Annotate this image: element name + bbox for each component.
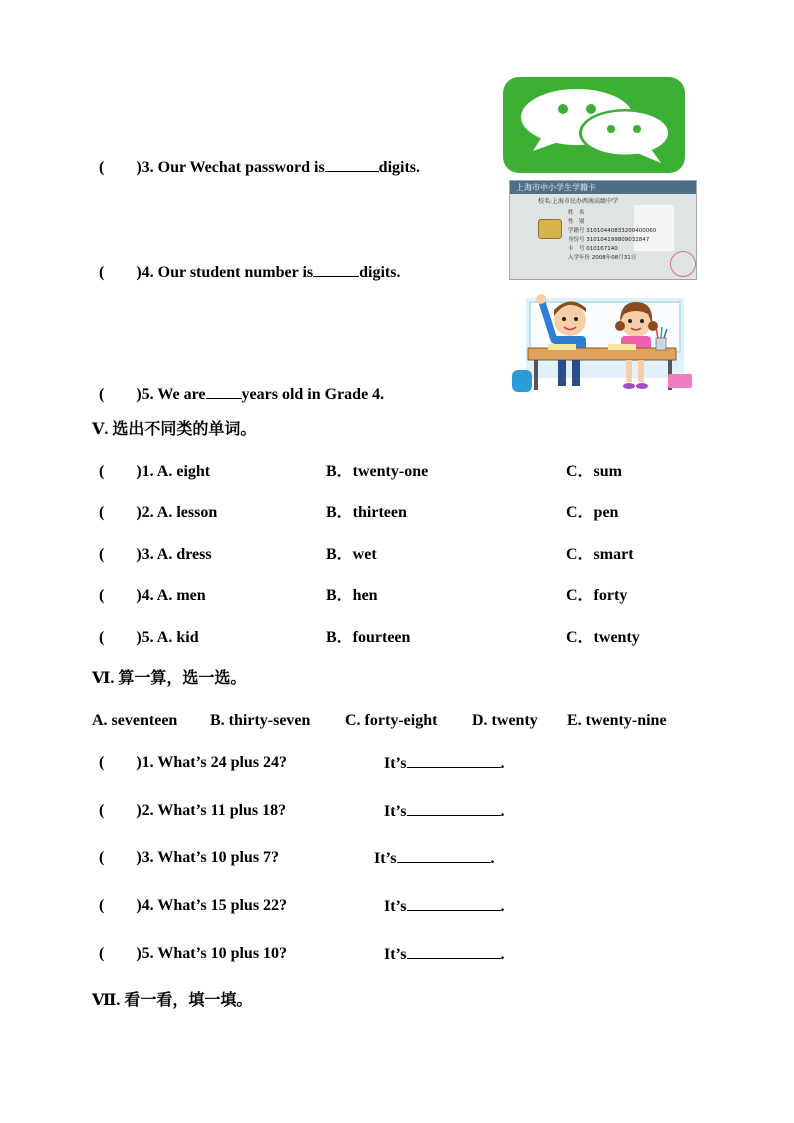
answer-parentheses[interactable]: ( )	[99, 802, 142, 819]
section-5-heading: Ⅴ. 选出不同类的单词。	[92, 421, 257, 438]
answer-line: It’s .	[384, 803, 505, 820]
list-item	[99, 801, 286, 821]
section-7-heading: Ⅶ. 看一看，填一填。	[92, 992, 253, 1009]
answer-line: It’s .	[384, 946, 505, 963]
answer-line: It’s .	[384, 898, 505, 915]
option-a: 3. A. dress	[141, 546, 212, 563]
wechat-logo-icon	[503, 77, 685, 173]
table-row	[99, 503, 217, 523]
answer-parentheses[interactable]: ( )	[99, 463, 142, 480]
list-item	[99, 848, 279, 868]
answer-parentheses[interactable]: ( )	[99, 546, 142, 563]
answer-option: C. forty-eight	[345, 712, 438, 729]
option-a: 4. A. men	[141, 587, 206, 604]
option-b: B．thirteen	[326, 504, 407, 521]
answer-line: It’s .	[384, 755, 505, 772]
fill-blank[interactable]	[325, 157, 379, 172]
question-text: 3. What’s 10 plus 7?	[141, 849, 280, 866]
option-b: B．wet	[326, 546, 377, 563]
question-text: 5. What’s 10 plus 10?	[141, 945, 288, 962]
question-row-3: ( )3. Our Wechat password is digits.	[99, 159, 421, 176]
question-text: 1. What’s 24 plus 24?	[141, 754, 288, 771]
option-b: B．hen	[326, 587, 378, 604]
answer-parentheses[interactable]: ( )	[99, 159, 142, 176]
option-c: C．sum	[566, 463, 623, 480]
table-row	[99, 462, 210, 482]
students-at-desk-picture	[508, 290, 700, 395]
option-c: C．pen	[566, 504, 619, 521]
card-school-line: 校名:上海市民办西南高级中学	[538, 198, 619, 205]
answer-parentheses[interactable]: ( )	[99, 587, 142, 604]
fill-blank[interactable]	[206, 384, 242, 399]
answer-option: E. twenty-nine	[567, 712, 667, 729]
card-title: 上海市中小学生学籍卡	[510, 181, 697, 194]
option-a: 2. A. lesson	[141, 504, 218, 521]
list-item	[99, 753, 287, 773]
option-a: 1. A. eight	[141, 463, 211, 480]
answer-parentheses[interactable]: ( )	[99, 504, 142, 521]
table-row	[99, 545, 212, 565]
list-item	[99, 896, 287, 916]
answer-parentheses[interactable]: ( )	[99, 945, 142, 962]
option-c: C．forty	[566, 587, 628, 604]
fill-blank[interactable]	[407, 801, 501, 816]
answer-parentheses[interactable]: ( )	[99, 849, 142, 866]
answer-parentheses[interactable]: ( )	[99, 897, 142, 914]
fill-blank[interactable]	[407, 896, 501, 911]
answer-option: A. seventeen	[92, 712, 178, 729]
fill-blank[interactable]	[397, 848, 491, 863]
option-b: B．twenty-one	[326, 463, 429, 480]
question-row-4: ( )4. Our student number is digits.	[99, 264, 401, 281]
answer-parentheses[interactable]: ( )	[99, 754, 142, 771]
option-b: B．fourteen	[326, 629, 411, 646]
table-row	[99, 586, 206, 606]
fill-blank[interactable]	[313, 262, 359, 277]
answer-parentheses[interactable]: ( )	[99, 386, 142, 403]
student-id-card-picture	[509, 180, 697, 280]
fill-blank[interactable]	[407, 944, 501, 959]
card-stamp	[670, 251, 696, 277]
answer-parentheses[interactable]: ( )	[99, 264, 142, 281]
question-text: 2. What’s 11 plus 18?	[141, 802, 287, 819]
option-a: 5. A. kid	[141, 629, 199, 646]
answer-parentheses[interactable]: ( )	[99, 629, 142, 646]
table-row	[99, 628, 199, 648]
option-c: C．smart	[566, 546, 634, 563]
section-6-heading: Ⅵ. 算一算，选一选。	[92, 670, 247, 687]
card-chip	[538, 219, 562, 239]
answer-line: It’s .	[374, 850, 495, 867]
question-text: 4. What’s 15 plus 22?	[141, 897, 288, 914]
option-c: C．twenty	[566, 629, 640, 646]
card-rows: 姓 名 性 别 学籍号 31010440833200400060 身份号 310104199809032847 卡 号 010167140 入学年份 2008年08月31日	[568, 210, 657, 261]
list-item	[99, 944, 287, 964]
answer-option: B. thirty-seven	[210, 712, 311, 729]
fill-blank[interactable]	[407, 753, 501, 768]
answer-option: D. twenty	[472, 712, 538, 729]
question-row-5: ( )5. We are years old in Grade 4.	[99, 386, 385, 403]
